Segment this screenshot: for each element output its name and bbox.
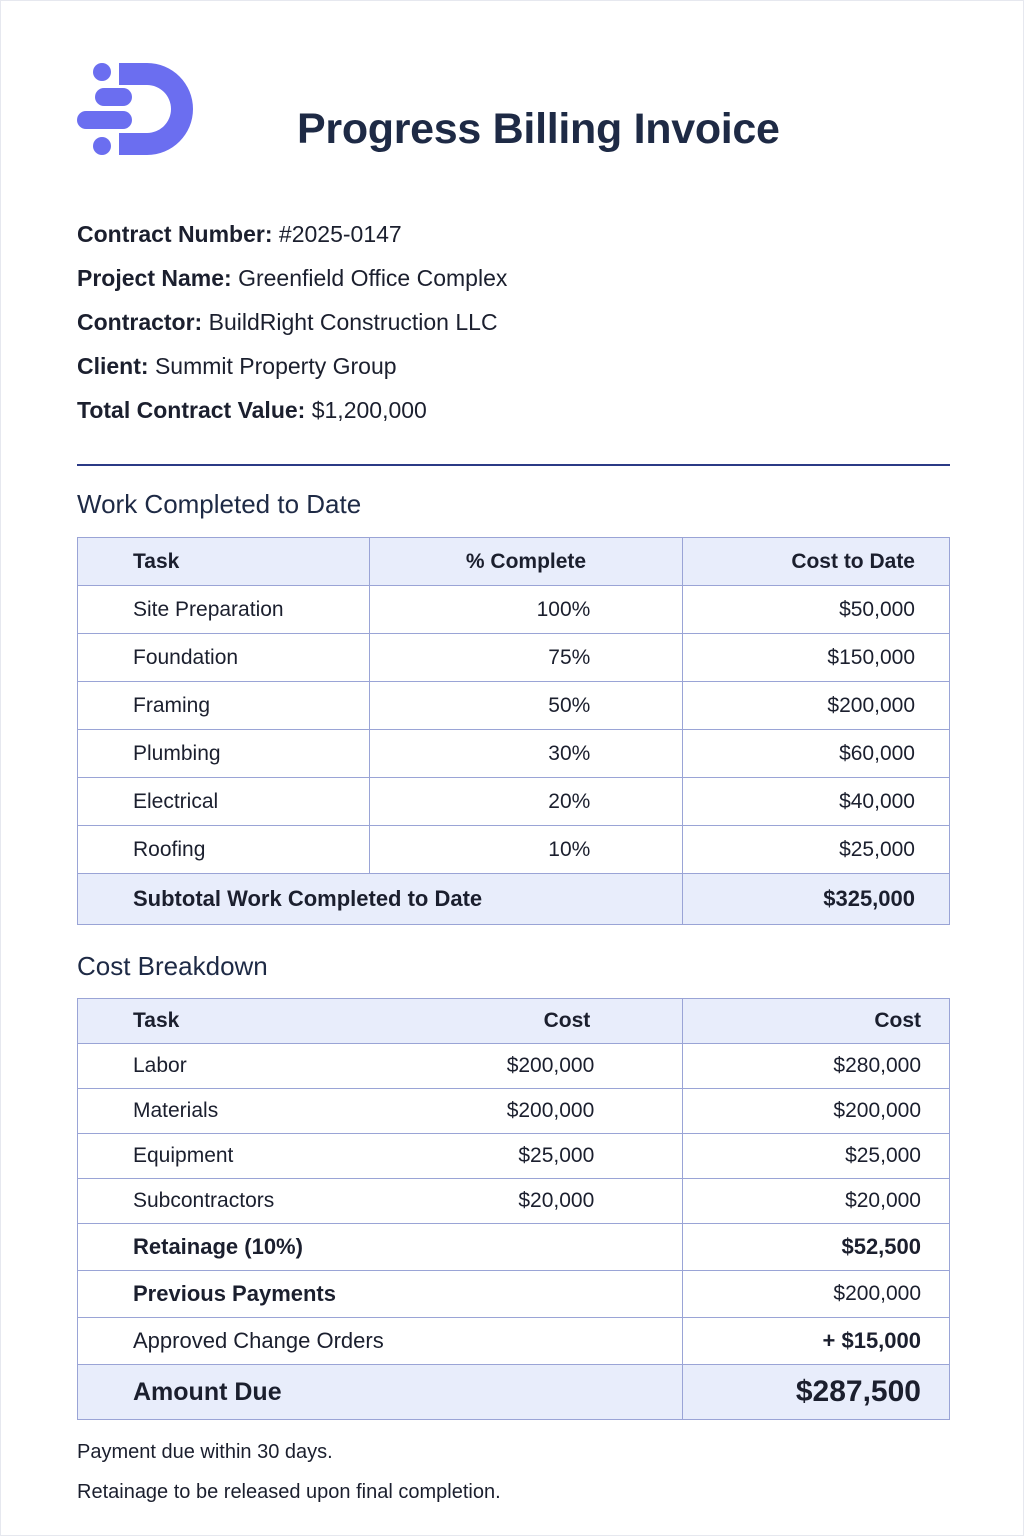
table-row — [78, 1089, 950, 1134]
task-cell: Subcontractors — [78, 1179, 378, 1224]
previous-payments-value: $200,000 — [683, 1271, 950, 1318]
info-label: Contract Number: — [77, 221, 273, 247]
percent-cell: 30% — [369, 730, 683, 778]
cost-cell: $150,000 — [683, 634, 950, 682]
table-header-row — [78, 538, 950, 586]
table-row — [78, 1179, 950, 1224]
brand-d-logo-icon — [75, 61, 199, 161]
col-header-cost-to-date: Cost to Date — [683, 538, 950, 586]
cost-cell-2: $280,000 — [683, 1044, 950, 1089]
cost-cell: $25,000 — [683, 826, 950, 874]
col-header-percent: % Complete — [369, 538, 683, 586]
amount-due-row — [78, 1365, 950, 1420]
page-title: Progress Billing Invoice — [297, 105, 780, 153]
cost-cell: $200,000 — [377, 1044, 683, 1089]
table-row — [78, 1044, 950, 1089]
info-value: #2025-0147 — [278, 221, 402, 247]
col-header-cost: Cost — [377, 999, 683, 1044]
change-orders-value: + $15,000 — [683, 1318, 950, 1365]
cost-section-title: Cost Breakdown — [77, 951, 268, 981]
percent-cell: 20% — [369, 778, 683, 826]
task-cell: Framing — [78, 682, 370, 730]
cost-cell: $20,000 — [377, 1179, 683, 1224]
info-value: Summit Property Group — [154, 353, 397, 379]
task-cell: Plumbing — [78, 730, 370, 778]
section-divider — [77, 464, 950, 466]
task-cell: Materials — [78, 1089, 378, 1134]
subtotal-value: $325,000 — [683, 874, 950, 925]
contract-info — [77, 219, 507, 439]
info-label: Client: — [77, 353, 149, 379]
subtotal-row — [78, 874, 950, 925]
table-row — [78, 682, 950, 730]
change-orders-row — [78, 1318, 950, 1365]
change-orders-label: Approved Change Orders — [78, 1318, 683, 1365]
task-cell: Labor — [78, 1044, 378, 1089]
subtotal-label: Subtotal Work Completed to Date — [78, 874, 683, 925]
table-row — [78, 634, 950, 682]
info-total-contract-value — [77, 395, 507, 439]
cost-cell: $200,000 — [683, 682, 950, 730]
task-cell: Electrical — [78, 778, 370, 826]
note-payment-terms: Payment due within 30 days. — [77, 1441, 333, 1463]
payment-notes — [77, 1438, 501, 1518]
cost-breakdown-table — [77, 998, 950, 1420]
cost-cell: $50,000 — [683, 586, 950, 634]
percent-cell: 75% — [369, 634, 683, 682]
work-section-title: Work Completed to Date — [77, 489, 362, 519]
previous-payments-row — [78, 1271, 950, 1318]
info-value: Greenfield Office Complex — [238, 265, 508, 291]
table-header-row — [78, 999, 950, 1044]
info-contractor — [77, 307, 507, 351]
table-row — [78, 826, 950, 874]
retainage-label: Retainage (10%) — [78, 1224, 683, 1271]
col-header-task: Task — [78, 538, 370, 586]
note-retainage: Retainage to be released upon final completion. — [77, 1481, 501, 1503]
retainage-value: $52,500 — [683, 1224, 950, 1271]
info-client — [77, 351, 507, 395]
info-label: Contractor: — [77, 309, 203, 335]
table-row — [78, 586, 950, 634]
task-cell: Equipment — [78, 1134, 378, 1179]
amount-due-label: Amount Due — [78, 1365, 683, 1420]
cost-cell: $200,000 — [377, 1089, 683, 1134]
cost-cell: $25,000 — [377, 1134, 683, 1179]
cost-cell-2: $25,000 — [683, 1134, 950, 1179]
info-contract-number — [77, 219, 507, 263]
info-label: Total Contract Value: — [77, 397, 306, 423]
info-value: $1,200,000 — [311, 397, 427, 423]
col-header-task: Task — [78, 999, 378, 1044]
info-project-name — [77, 263, 507, 307]
table-row — [78, 1134, 950, 1179]
table-row — [78, 730, 950, 778]
cost-cell: $40,000 — [683, 778, 950, 826]
amount-due-value: $287,500 — [683, 1365, 950, 1420]
task-cell: Site Preparation — [78, 586, 370, 634]
work-completed-table — [77, 537, 950, 925]
info-value: BuildRight Construction LLC — [208, 309, 498, 335]
task-cell: Foundation — [78, 634, 370, 682]
previous-payments-label: Previous Payments — [78, 1271, 683, 1318]
percent-cell: 50% — [369, 682, 683, 730]
cost-cell-2: $20,000 — [683, 1179, 950, 1224]
task-cell: Roofing — [78, 826, 370, 874]
col-header-cost-2: Cost — [683, 999, 950, 1044]
retainage-row — [78, 1224, 950, 1271]
table-row — [78, 778, 950, 826]
percent-cell: 100% — [369, 586, 683, 634]
percent-cell: 10% — [369, 826, 683, 874]
cost-cell: $60,000 — [683, 730, 950, 778]
cost-cell-2: $200,000 — [683, 1089, 950, 1134]
info-label: Project Name: — [77, 265, 232, 291]
